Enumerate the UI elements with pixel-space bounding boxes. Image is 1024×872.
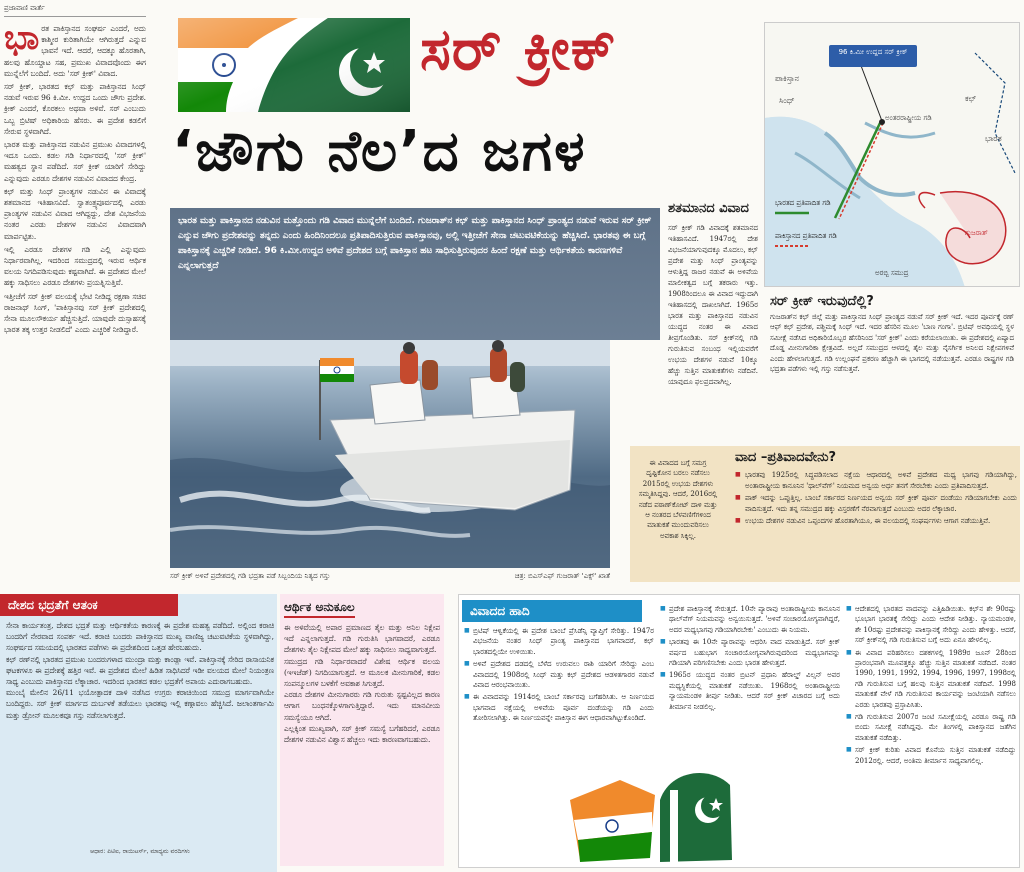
timeline-item: ■ ಈ ವಿವಾದ ಪರಿಹರಿಸಲು ದಶಕಗಳಲ್ಲಿ 1989ರ ಜೂನ್ 28ರಿಂದ ಪ್ರಾರಂಭವಾಗಿ ಮೂವತ್ತಕ್ಕೂ ಹೆಚ್ಚು ಸುತ್ತಿನ ಮಾತುಕತೆ ನಡೆದಿದೆ. ನಂತರ 1990, 1991, 1992, 1994, 1996, 1997, 1998ರಲ್ಲಿ ಗಡಿ ಗುರುತಿಸುವ ಬಗ್ಗೆ ಹಲವು ಸುತ್ತಿನ ಮಾತುಕತೆ ನಡೆದಿವೆ. 1998 ಮಾತುಕತೆ ವೇಳೆ ಗಡಿ ಗುರುತಿಸುವ ಕಾರ್ಯವನ್ನು ಜಂಟಿಯಾಗಿ ನಡೆಸಲು ಎರಡು ಭಾರತವು ಪ್ರಸ್ತಾಪಿಸಿತು. (846, 648, 1016, 710)
century-dispute-heading: ಶತಮಾನದ ವಿವಾದ (668, 201, 749, 216)
intro-box (170, 208, 660, 340)
byline: ಪ್ರಜಾವಾಣಿ ವಾರ್ತೆ (4, 4, 146, 17)
economy-paragraph: ಎರಡೂ ದೇಶಗಳ ಮೀನುಗಾರರು ಗಡಿ ಗುರುತು ಸ್ಪಷ್ಟವಿಲ್ಲದ ಕಾರಣ ಆಗಾಗ ಬಂಧನಕ್ಕೊಳಗಾಗುತ್ತಿದ್ದಾರೆ. ಇದು ಮಾನವೀಯ ಸಮಸ್ಯೆಯೂ ಆಗಿದೆ. (284, 690, 440, 722)
economy-paragraph: ಸಮುದ್ರದ ಗಡಿ ನಿರ್ಧಾರವಾದರೆ ವಿಶೇಷ ಆರ್ಥಿಕ ವಲಯ (ಇಇಜೆಡ್) ನಿಗದಿಯಾಗುತ್ತದೆ. ಆ ಮೂಲಕ ಮೀನುಗಾರಿಕೆ, ಕಡಲ ಸಂಪನ್ಮೂಲಗಳ ಬಳಕೆಗೆ ಅವಕಾಶ ಸಿಗುತ್ತದೆ. (284, 656, 440, 689)
economy-paragraph: ಎಲ್ಲಕ್ಕಿಂತ ಮುಖ್ಯವಾಗಿ, ಸರ್ ಕ್ರೀಕ್ ಸಮಸ್ಯೆ ಬಗೆಹರಿದರೆ, ಎರಡೂ ದೇಶಗಳ ನಡುವಿನ ವಿಶ್ವಾಸ ಹೆಚ್ಚಲು ಇದು ಕಾರಣವಾಗಬಹುದು. (284, 723, 440, 745)
intro-text: ಭಾರತ ಮತ್ತು ಪಾಕಿಸ್ತಾನದ ನಡುವಿನ ಮತ್ತೊಂದು ಗಡಿ ವಿವಾದ ಮುನ್ನೆಲೆಗೆ ಬಂದಿದೆ. ಗುಜರಾತ್‌ನ ಕಛ್ ಮತ್ತು ಪಾಕಿಸ್ತಾನದ ಸಿಂಧ್ ಪ್ರಾಂತ್ಯದ ನಡುವೆ ಇರುವ ಸರ್ ಕ್ರೀಕ್ ಎನ್ನುವ ಜೌಗು ಪ್ರದೇಶವನ್ನು ತನ್ನದು ಎಂದು ಹಿಂದಿನಿಂದಲೂ ಪ್ರತಿಪಾದಿಸುತ್ತಿರುವ ಪಾಕಿಸ್ತಾನವು, ಅಲ್ಲಿ ಇತ್ತೀಚೆಗೆ ಸೇನಾ ಚಟುವಟಿಕೆಯನ್ನು ಹೆಚ್ಚಿಸಿದೆ. ಭಾರತವು ಈ ಬಗ್ಗೆ ಪಾಕಿಸ್ತಾನಕ್ಕೆ ಎಚ್ಚರಿಕೆ ನೀಡಿದೆ. 96 ಕಿ.ಮೀ.ಉದ್ದದ ಅಳಿವೆ ಪ್ರದೇಶದ ಬಗ್ಗೆ ಪಾಕಿಸ್ತಾನ ಹಟ ಸಾಧಿಸುತ್ತಿರುವುದರ ಹಿಂದೆ ರಕ್ಷಣೆ ಮತ್ತು ಆರ್ಥಿಕತೆಯ ಕಾರಣಗಳಿವೆ ಎನ್ನಲಾಗುತ್ತದೆ (178, 216, 652, 271)
map-label-arabian-sea: ಅರಬ್ಬಿ ಸಮುದ್ರ (875, 269, 909, 277)
argument-point: ■ ಉಭಯ ದೇಶಗಳ ನಡುವಿನ ಒಪ್ಪಂದಗಳ ಹೊರತಾಗಿಯೂ, ಈ ವಲಯದಲ್ಲಿ ಸಂಘರ್ಷಗಳು ಆಗಾಗ ನಡೆಯುತ್ತಿವೆ. (735, 516, 1017, 527)
map-label-gujarat: ಗುಜರಾತ್ (965, 229, 988, 237)
timeline-item: ■ ಪ್ರದೇಶ ಪಾಕಿಸ್ತಾನಕ್ಕೆ ಸೇರುತ್ತದೆ. 10ನೇ ಪ್ಯಾರಾವು ಅಂತಾರಾಷ್ಟ್ರೀಯ ಕಾನೂನಿನ ಥಾಲ್‌ವೆಗ್ ನಿಯಮವನ್ನು ಅನ್ವಯಿಸುತ್ತದೆ. 'ಅಳಿವೆ ಸಂಚಾರಯೋಗ್ಯವಾಗಿದ್ದರೆ, ಅದರ ಮಧ್ಯಭಾಗವು ಗಡಿಯಾಗಿರಬೇಕು' ಎಂಬುದು ಈ ನಿಯಮ. (660, 604, 840, 635)
argument-point: ■ ಭಾರತವು 1925ರಲ್ಲಿ ಸಿದ್ಧಪಡಿಸಲಾದ ನಕ್ಷೆಯ ಆಧಾರದಲ್ಲಿ ಅಳಿವೆ ಪ್ರದೇಶದ ಮಧ್ಯ ಭಾಗವು ಗಡಿಯಾಗಿದ್ದು, ಅಂತಾರಾಷ್ಟ್ರೀಯ ಕಾನೂನಿನ 'ಥಾಲ್‌ವೆಗ್' ನಿಯಮದ ಅನ್ವಯ ಅರ್ಧ ತನಗೆ ಸೇರಬೇಕು ಎಂದು ಪ್ರತಿಪಾದಿಸುತ್ತದೆ. (735, 470, 1017, 491)
headline-sir-creek: ಸರ್ ಕ್ರೀಕ್ (420, 15, 617, 83)
dropcap: ಭಾ (4, 18, 40, 58)
flag-fists-illustration (560, 740, 740, 864)
timeline-item: ■ 1965ರ ಯುದ್ಧದ ನಂತರ ಬ್ರಿಟನ್ ಪ್ರಧಾನಿ ಹೆರಾಲ್ಡ್ ವಿಲ್ಸನ್ ಅವರ ಮಧ್ಯಸ್ಥಿಕೆಯಲ್ಲಿ ಮಾತುಕತೆ ನಡೆಯಿತು. 1968ರಲ್ಲಿ ಅಂತಾರಾಷ್ಟ್ರೀಯ ನ್ಯಾಯಮಂಡಳಿ ತೀರ್ಪು ನೀಡಿತು. ಆದರೆ ಸರ್ ಕ್ರೀಕ್ ವಿಚಾರದ ಬಗ್ಗೆ ಅದು ತೀರ್ಮಾನ ನೀಡಲಿಲ್ಲ. (660, 670, 840, 712)
left-paragraph: ಸರ್ ಕ್ರೀಕ್, ಭಾರತದ ಕಛ್ ಮತ್ತು ಪಾಕಿಸ್ತಾನದ ಸಿಂಧ್ ನಡುವೆ ಇರುವ 96 ಕಿ.ಮೀ. ಉದ್ದದ ಒಂದು ಜೌಗು ಪ್ರದೇಶ. ಕ್ರೀಕ್ ಎಂದರೆ, ಕೊರಕಲು ಅಥವಾ ಅಳಿವೆ. ಸರ್ ಎಂಬುದು ಒಬ್ಬ ಬ್ರಿಟಿಷ್ ಅಧಿಕಾರಿಯ ಹೆಸರು. ಈ ಪ್ರದೇಶ ಕಡಲಿಗೆ ಸೇರುವ ಸ್ಥಳವಾಗಿದೆ. (4, 82, 146, 136)
map-label-pakistan: ಪಾಕಿಸ್ತಾನ (775, 74, 799, 83)
boat-patrol-illustration (170, 340, 610, 568)
headline-marsh-dispute: ‘ಜೌಗು ನೆಲ’ದ ಜಗಳ (172, 119, 587, 184)
map-graphic (765, 23, 1020, 287)
timeline-item: ■ ಭಾರತವು ಈ 10ನೇ ಪ್ಯಾರಾವನ್ನು ಆಧರಿಸಿ ವಾದ ಮಾಡುತ್ತಿದೆ. ಸರ್ ಕ್ರೀಕ್ ವರ್ಷದ ಬಹುಭಾಗ ಸಂಚಾರಯೋಗ್ಯವಾಗಿರುವುದರಿಂದ ಮಧ್ಯಭಾಗವನ್ನು ಗಡಿಯಾಗಿ ಪರಿಗಣಿಸಬೇಕು ಎಂದು ಭಾರತ ಹೇಳುತ್ತದೆ. (660, 637, 840, 668)
where-is-sir-creek (764, 290, 1020, 438)
timeline-item: ■ ಬ್ರಿಟಿಷ್ ಆಳ್ವಿಕೆಯಲ್ಲಿ ಈ ಪ್ರದೇಶ ಬಾಂಬೆ ಪ್ರೆಸಿಡೆನ್ಸಿ ವ್ಯಾಪ್ತಿಗೆ ಸೇರಿತ್ತು. 1947ರ ವಿಭಜನೆಯ ನಂತರ ಸಿಂಧ್ ಪ್ರಾಂತ್ಯ ಪಾಕಿಸ್ತಾನದ ಭಾಗವಾದರೆ, ಕಛ್ ಭಾರತದಲ್ಲಿಯೇ ಉಳಿಯಿತು. (464, 626, 654, 657)
timeline-title: ವಿವಾದದ ಹಾದಿ (462, 600, 642, 622)
sir-creek-map (764, 22, 1020, 287)
security-title: ದೇಶದ ಭದ್ರತೆಗೆ ಆತಂಕ (0, 594, 178, 616)
photo-caption-row (170, 572, 610, 586)
map-legend-pakistan: ಪಾಕಿಸ್ತಾನದ ಪ್ರತಿಪಾದಿತ ಗಡಿ (775, 232, 837, 240)
sources-credit: ಆಧಾರ: ಪಿಟಿಐ, ರಾಯಿಟರ್ಸ್, ಮಾಧ್ಯಮ ವರದಿಗಳು (90, 848, 190, 855)
economy-body (284, 622, 440, 866)
where-title: ಸರ್ ಕ್ರೀಕ್ ಇರುವುದೆಲ್ಲಿ? (770, 294, 874, 309)
talks-summary-text: ಈ ವಿವಾದದ ಬಗ್ಗೆ ಸಮಗ್ರ ದೃಷ್ಟಿಕೋನ ಬರಲು ನಡೆಸಲು 2015ರಲ್ಲಿ ಉಭಯ ದೇಶಗಳು ಸಮ್ಮತಿಸಿದ್ದವು. ಆದರೆ, 2016ರಲ್ಲಿ ನಡೆದ ಪಠಾಣ್‌ಕೋಟ್ ದಾಳಿ ಮತ್ತು ಆ ನಂತರದ ಬೆಳವಣಿಗೆಗಳಿಂದ ಮಾತುಕತೆ ಮುಂದುವರಿಸಲು ಅವಕಾಶ ಸಿಕ್ಕಿಲ್ಲ. (638, 459, 718, 540)
photo-caption: ಸರ್ ಕ್ರೀಕ್ ಅಳಿವೆ ಪ್ರದೇಶದಲ್ಲಿ ಗಡಿ ಭದ್ರತಾ ಪಡೆ ಸಿಬ್ಬಂದಿಯ ನಿತ್ಯದ ಗಸ್ತು (170, 572, 331, 580)
left-paragraph: ಇಲ್ಲಿ ಎರಡೂ ದೇಶಗಳ ಗಡಿ ಎಲ್ಲಿ ಎನ್ನುವುದು ನಿರ್ಧಾರವಾಗಿಲ್ಲ. ಇದರಿಂದ ಸಮುದ್ರದಲ್ಲಿ ಇರುವ ಆರ್ಥಿಕ ವಲಯ ನಿಗದಿಪಡಿಸುವುದು ಕಷ್ಟವಾಗಿದೆ. ಈ ಪ್ರದೇಶದ ಮೇಲೆ ಹಕ್ಕು ಸಾಧಿಸಲು ಎರಡೂ ದೇಶಗಳು ಪ್ರಯತ್ನಿಸುತ್ತಿವೆ. (4, 244, 146, 288)
timeline-item: ■ ಆದೇಶದಲ್ಲಿ ಭಾರತದ ವಾದವನ್ನು ಎತ್ತಿಹಿಡಿಯಿತು. ಕಛ್‌ನ ಶೇ 90ರಷ್ಟು ಭೂಭಾಗ ಭಾರತಕ್ಕೆ ಸೇರಿದ್ದು ಎಂದು ಆದೇಶ ನೀಡಿತ್ತು. ನ್ಯಾಯಮಂಡಳಿ, ಶೇ 10ರಷ್ಟು ಪ್ರದೇಶವನ್ನು ಪಾಕಿಸ್ತಾನಕ್ಕೆ ಸೇರಿದ್ದು ಎಂದು ಹೇಳಿತ್ತು. ಆದರೆ, ಸರ್ ಕ್ರೀಕ್‌ನಲ್ಲಿ ಗಡಿ ಗುರುತಿಸುವ ಬಗ್ಗೆ ಅದು ಏನೂ ಹೇಳಲಿಲ್ಲ. (846, 604, 1016, 646)
map-label-border: ಅಂತರರಾಷ್ಟ್ರೀಯ ಗಡಿ (885, 114, 932, 122)
timeline-item: ■ ಸರ್ ಕ್ರೀಕ್ ಕುರಿತು ವಿವಾದ ಕೊನೆಯ ಸುತ್ತಿನ ಮಾತುಕತೆ ನಡೆದಿದ್ದು 2012ರಲ್ಲಿ. ಆದರೆ, ಅಂತಿಮ ತೀರ್ಮಾನ ಸಾಧ್ಯವಾಗಲಿಲ್ಲ. (846, 745, 1016, 766)
economy-title: ಆರ್ಥಿಕ ಅನುಕೂಲ (284, 600, 355, 618)
timeline-item: ■ ಗಡಿ ಗುರುತಿಸುವ 2007ರ ಜಂಟಿ ಸಮೀಕ್ಷೆಯಲ್ಲಿ ಎರಡೂ ರಾಷ್ಟ್ರ ಗಡಿ ಬಿಂದು ಸಮೀಕ್ಷೆ ನಡೆಸಿದ್ದವು. ಮೇ ತಿಂಗಳಲ್ಲಿ ಪಾಕಿಸ್ತಾನದ ಜತೆಗಿನ ಮಾತುಕತೆ ನಡೆದಿತ್ತು. (846, 712, 1016, 743)
map-label-kutch: ಕಛ್ (965, 94, 977, 103)
left-column-article (0, 0, 150, 590)
century-dispute-text: ಸರ್ ಕ್ರೀಕ್ ಗಡಿ ವಿವಾದಕ್ಕೆ ಶತಮಾನದ ಇತಿಹಾಸವಿದೆ. 1947ರಲ್ಲಿ ದೇಶ ವಿಭಜನೆಯಾಗುವುದಕ್ಕೂ ಮೊದಲು, ಕಛ್ ಪ್ರದೇಶ ಮತ್ತು ಸಿಂಧ್ ಪ್ರಾಂತ್ಯವನ್ನು ಆಳುತ್ತಿದ್ದ ರಾಜರ ನಡುವೆ ಈ ಅಳಿವೆಯ ಮಾಲೀಕತ್ವದ ಬಗ್ಗೆ ತಕರಾರು ಇತ್ತು. 1908ರಿಂದಲೂ ಈ ವಿವಾದ ಇದ್ದುದಾಗಿ ಇತಿಹಾಸದಲ್ಲಿ ದಾಖಲಾಗಿದೆ. 1965ರ ಭಾರತ ಮತ್ತು ಪಾಕಿಸ್ತಾನದ ನಡುವಿನ ಯುದ್ಧದ ನಂತರ ಈ ವಿವಾದ ತೀವ್ರಗೊಂಡಿತು. ಸರ್ ಕ್ರೀಕ್‌ನಲ್ಲಿ ಗಡಿ ಗುರುತಿಸುವ ಸಂಬಂಧ ಇಲ್ಲಿಯವರೆಗೆ ಉಭಯ ದೇಶಗಳ ನಡುವೆ 10ಕ್ಕೂ ಹೆಚ್ಚು ಸುತ್ತಿನ ಮಾತುಕತೆಗಳು ನಡೆದಿವೆ. ಯಾವುದೂ ಫಲಪ್ರದವಾಗಿಲ್ಲ. (668, 224, 758, 386)
left-paragraph: ಕಛ್ ಮತ್ತು ಸಿಂಧ್ ಪ್ರಾಂತ್ಯಗಳ ನಡುವಿನ ಈ ವಿವಾದಕ್ಕೆ ಶತಮಾನದ ಇತಿಹಾಸವಿದೆ. ಸ್ವಾತಂತ್ರ್ಯಪೂರ್ವದಲ್ಲಿ ಎರಡು ಪ್ರಾಂತ್ಯಗಳ ನಡುವಿನ ವಿವಾದ ಆಗಿದ್ದದ್ದು, ದೇಶ ವಿಭಜನೆಯ ನಂತರ ಎರಡು ದೇಶಗಳ ನಡುವಿನ ವಿವಾದವಾಗಿ ಮಾರ್ಪಟ್ಟಿತು. (4, 186, 146, 241)
timeline-column-3 (846, 604, 1016, 844)
map-callout: 96 ಕಿ.ಮೀ ಉದ್ದದ ಸರ್ ಕ್ರೀಕ್ (838, 48, 908, 56)
map-label-sindh: ಸಿಂಧ್ (779, 96, 795, 105)
security-paragraph: ಕಛ್ ರಣ್‌ನಲ್ಲಿ ಭಾರತದ ಪ್ರಮುಖ ಬಂದರುಗಳಾದ ಮುಂದ್ರಾ ಮತ್ತು ಕಾಂಡ್ಲಾ ಇವೆ. ಪಾಕಿಸ್ತಾನಕ್ಕೆ ಸೇರಿದ ರಾಸಾಯನಿಕ ಘಟಕಗಳೂ ಈ ಪ್ರದೇಶಕ್ಕೆ ಹತ್ತಿರ ಇವೆ. ಈ ಪ್ರದೇಶದ ಮೇಲೆ ಹಿಡಿತ ಸಾಧಿಸಿದರೆ ಇಡೀ ವಲಯದ ಮೇಲೆ ನಿಯಂತ್ರಣ ಸಾಧ್ಯ ಎಂಬುದು ಪಾಕಿಸ್ತಾನದ ಲೆಕ್ಕಾಚಾರ. ಇದರಿಂದ ಭಾರತದ ಕಡಲ ಭದ್ರತೆಗೆ ಅಪಾಯ ಎದುರಾಗಬಹುದು. (6, 654, 274, 687)
talks-summary (637, 458, 719, 582)
where-text: ಗುಜರಾತ್‌ನ ಕಛ್ ಜಿಲ್ಲೆ ಮತ್ತು ಪಾಕಿಸ್ತಾನದ ಸಿಂಧ್ ಪ್ರಾಂತ್ಯದ ನಡುವೆ ಸರ್ ಕ್ರೀಕ್ ಇದೆ. ಇದರ ಪೂರ್ವಕ್ಕೆ ರಣ್ ಆಫ್ ಕಛ್ ಪ್ರದೇಶ, ಪಶ್ಚಿಮಕ್ಕೆ ಸಿಂಧ್ ಇದೆ. ಇದರ ಹೆಸರಿನ ಮೂಲ 'ಬಾಣ ಗಂಗಾ'. ಬ್ರಿಟಿಷ್ ಅವಧಿಯಲ್ಲಿ ಸ್ಥಳ ಸಮೀಕ್ಷೆ ನಡೆಸಿದ ಅಧಿಕಾರಿಯೊಬ್ಬರ ಹೆಸರಿನಿಂದ 'ಸರ್ ಕ್ರೀಕ್' ಎಂದು ಕರೆಯಲಾಯಿತು. ಈ ಪ್ರದೇಶದಲ್ಲಿ ಏಷ್ಯಾದ ದೊಡ್ಡ ಮೀನುಗಾರಿಕಾ ಕ್ಷೇತ್ರವಿದೆ. ಅಲ್ಲದೆ ಸಮುದ್ರದ ಆಳದಲ್ಲಿ ತೈಲ ಮತ್ತು ನೈಸರ್ಗಿಕ ಅನಿಲದ ನಿಕ್ಷೇಪಗಳಿವೆ ಎಂದು ಹೇಳಲಾಗುತ್ತದೆ. ಗಡಿ ಉಲ್ಲಂಘನೆ ಪ್ರಕರಣ ಹೆಚ್ಚಾಗಿ ಈ ಭಾಗದಲ್ಲಿ ನಡೆಯುತ್ತವೆ. ಎರಡೂ ರಾಷ್ಟ್ರಗಳ ಗಡಿ ಭದ್ರತಾ ಪಡೆಗಳು ಇಲ್ಲಿ ಗಸ್ತು ನಡೆಸುತ್ತವೆ. (770, 313, 1014, 374)
left-paragraph: ರತ ಪಾಕಿಸ್ತಾನದ ಸಂಘರ್ಷ ಎಂದರೆ, ಅದು ಕಾಶ್ಮೀರ ಕುರಿತಾಗಿಯೇ ಆಗಿರುತ್ತದೆ ಎನ್ನುವ ಭಾವನೆ ಇದೆ. ಆದರೆ, ಆದಕ್ಕೂ ಹೊರತಾಗಿ, ಹಲವು ಹೊಯ್ದಾಟ ಸಹ, ಪ್ರಮುಖ ವಿವಾದವೊಂದು ಈಗ ಮುನ್ನೆಲೆಗೆ ಬಂದಿದೆ. ಅದು 'ಸರ್ ಕ್ರೀಕ್' ವಿವಾದ. (4, 24, 146, 78)
map-label-india: ಭಾರತ (985, 134, 1002, 143)
photo-credit: ಚಿತ್ರ: ಬಿಎಸ್ಎಫ್ ಗುಜರಾತ್ 'ಎಕ್ಸ್' ಖಾತೆ (514, 572, 610, 580)
argument-title: ವಾದ –ಪ್ರತಿವಾದವೇನು? (735, 450, 836, 465)
economy-paragraph: ಈ ಅಳಿವೆಯಲ್ಲಿ ಅಪಾರ ಪ್ರಮಾಣದ ತೈಲ ಮತ್ತು ಅನಿಲ ನಿಕ್ಷೇಪ ಇದೆ ಎನ್ನಲಾಗುತ್ತದೆ. ಗಡಿ ಗುರುತಿಸಿ ಭಾಗವಾದರೆ, ಎರಡೂ ದೇಶಗಳು ತೈಲ ನಿಕ್ಷೇಪದ ಮೇಲೆ ಹಕ್ಕು ಸಾಧಿಸಲು ಸಾಧ್ಯವಾಗುತ್ತದೆ. (284, 623, 440, 655)
india-pakistan-flags-illustration (178, 18, 410, 112)
security-paragraph: ಮುಂಬೈ ಮೇಲಿನ 26/11 ಭಯೋತ್ಪಾದಕ ದಾಳಿ ನಡೆಸಿದ ಉಗ್ರರು ಕರಾಚಿಯಿಂದ ಸಮುದ್ರ ಮಾರ್ಗವಾಗಿಯೇ ಬಂದಿದ್ದರು. ಸರ್ ಕ್ರೀಕ್ ಮಾರ್ಗದ ದುರ್ಬಳಕೆ ತಡೆಯಲು ಭಾರತವು ಇಲ್ಲಿ ಕಣ್ಗಾವಲು ಹೆಚ್ಚಿಸಿದೆ. ಜಲಾಂತರ್ಗಾಮಿ ಮತ್ತು ಡ್ರೋನ್ ಮೂಲಕವೂ ಗಸ್ತು ನಡೆಸಲಾಗುತ್ತದೆ. (6, 688, 274, 720)
flags-banner-image (178, 18, 410, 112)
argument-point: ■ ಪಾಕ್ ಇದನ್ನು ಒಪ್ಪುತ್ತಿಲ್ಲ. ಬಾಂಬೆ ಸರ್ಕಾರದ ನಿರ್ಣಯದ ಅನ್ವಯ ಸರ್ ಕ್ರೀಕ್ ಪೂರ್ವ ದಂಡೆಯು ಗಡಿಯಾಗಬೇಕು ಎಂದು ವಾದಿಸುತ್ತದೆ. ಇದು ತನ್ನ ಸಮುದ್ರದ ಹಕ್ಕು ವಿಸ್ತರಣೆಗೆ ನೆರವಾಗುತ್ತದೆ ಎಂಬುದು ಅದರ ಲೆಕ್ಕಾಚಾರ. (735, 493, 1017, 514)
left-paragraph: ಇತ್ತೀಚೆಗೆ ಸರ್ ಕ್ರೀಕ್ ವಲಯಕ್ಕೆ ಭೇಟಿ ನೀಡಿದ್ದ ರಕ್ಷಣಾ ಸಚಿವ ರಾಜನಾಥ್ ಸಿಂಗ್, 'ಪಾಕಿಸ್ತಾನವು ಸರ್ ಕ್ರೀಕ್ ಪ್ರದೇಶದಲ್ಲಿ ಸೇನಾ ಮೂಲಸೌಕರ್ಯ ಹೆಚ್ಚಿಸುತ್ತಿದೆ. ಯಾವುದೇ ದುಸ್ಸಾಹಸಕ್ಕೆ ಭಾರತ ತಕ್ಕ ಉತ್ತರ ನೀಡಲಿದೆ' ಎಂದು ಎಚ್ಚರಿಕೆ ನೀಡಿದ್ದಾರೆ. (4, 291, 146, 335)
timeline-item: ■ ಅಳಿವೆ ಪ್ರದೇಶದ ದಡದಲ್ಲಿ ಬೆಳೆದ ಉರುವಲು ರಾಶಿ ಯಾರಿಗೆ ಸೇರಿದ್ದು ಎಂಬ ವಿವಾದದಲ್ಲಿ 1908ರಲ್ಲಿ ಸಿಂಧ್ ಮತ್ತು ಕಛ್ ಪ್ರದೇಶದ ಆಡಳಿತಗಾರರ ನಡುವೆ ವಿವಾದ ಆರಂಭವಾಯಿತು. (464, 659, 654, 690)
security-body (6, 620, 274, 852)
argument-points (735, 470, 1017, 582)
timeline-item: ■ ಈ ವಿವಾದವನ್ನು 1914ರಲ್ಲಿ ಬಾಂಬೆ ಸರ್ಕಾರವು ಬಗೆಹರಿಸಿತು. ಆ ನಿರ್ಣಯದ ಭಾಗವಾದ ನಕ್ಷೆಯಲ್ಲಿ ಅಳಿವೆಯ ಪೂರ್ವ ದಂಡೆಯನ್ನು ಗಡಿ ಎಂದು ತೋರಿಸಲಾಗಿತ್ತು. ಈ ನಿರ್ಣಯವನ್ನೇ ಪಾಕಿಸ್ತಾನ ಈಗ ಆಧಾರವಾಗಿಟ್ಟುಕೊಂಡಿದೆ. (464, 692, 654, 723)
left-paragraph: ಭಾರತ ಮತ್ತು ಪಾಕಿಸ್ತಾನದ ನಡುವಿನ ಪ್ರಮುಖ ವಿವಾದಗಳಲ್ಲಿ ಇದೂ ಒಂದು. ಕಡಲ ಗಡಿ ನಿರ್ಧಾರದಲ್ಲಿ 'ಸರ್ ಕ್ರೀಕ್' ಮಹತ್ವದ ಸ್ಥಾನ ಪಡೆದಿದೆ. ಸರ್ ಕ್ರೀಕ್ ಯಾರಿಗೆ ಸೇರಿದ್ದು ಎನ್ನುವುದು ಎರಡೂ ದೇಶಗಳ ನಡುವಿನ ವಿವಾದದ ಕೇಂದ್ರ. (4, 140, 146, 183)
bsf-patrol-boat-photo (170, 340, 610, 568)
map-legend-india: ಭಾರತದ ಪ್ರತಿಪಾದಿತ ಗಡಿ (775, 199, 831, 207)
security-paragraph: ಸೇನಾ ಕಾರ್ಯತಂತ್ರ, ದೇಶದ ಭದ್ರತೆ ಮತ್ತು ಆರ್ಥಿಕತೆಯ ಕಾರಣಕ್ಕೆ ಈ ಪ್ರದೇಶ ಮಹತ್ವ ಪಡೆದಿದೆ. ಅಲ್ಲಿಂದ ಕರಾಚಿ ಬಂದರಿಗೆ ನೇರವಾದ ಸಂಪರ್ಕ ಇದೆ. ಕರಾಚಿ ಬಂದರು ಪಾಕಿಸ್ತಾನದ ಮುಖ್ಯ ವಾಣಿಜ್ಯ ಚಟುವಟಿಕೆಯ ಸ್ಥಳವಾಗಿದ್ದು, ಸಂಘರ್ಷದ ಸಮಯದಲ್ಲಿ ಭಾರತದ ಪಡೆಗಳು ಈ ಪ್ರದೇಶದಿಂದ ಒತ್ತಡ ಹೇರಬಹುದು. (6, 621, 274, 653)
